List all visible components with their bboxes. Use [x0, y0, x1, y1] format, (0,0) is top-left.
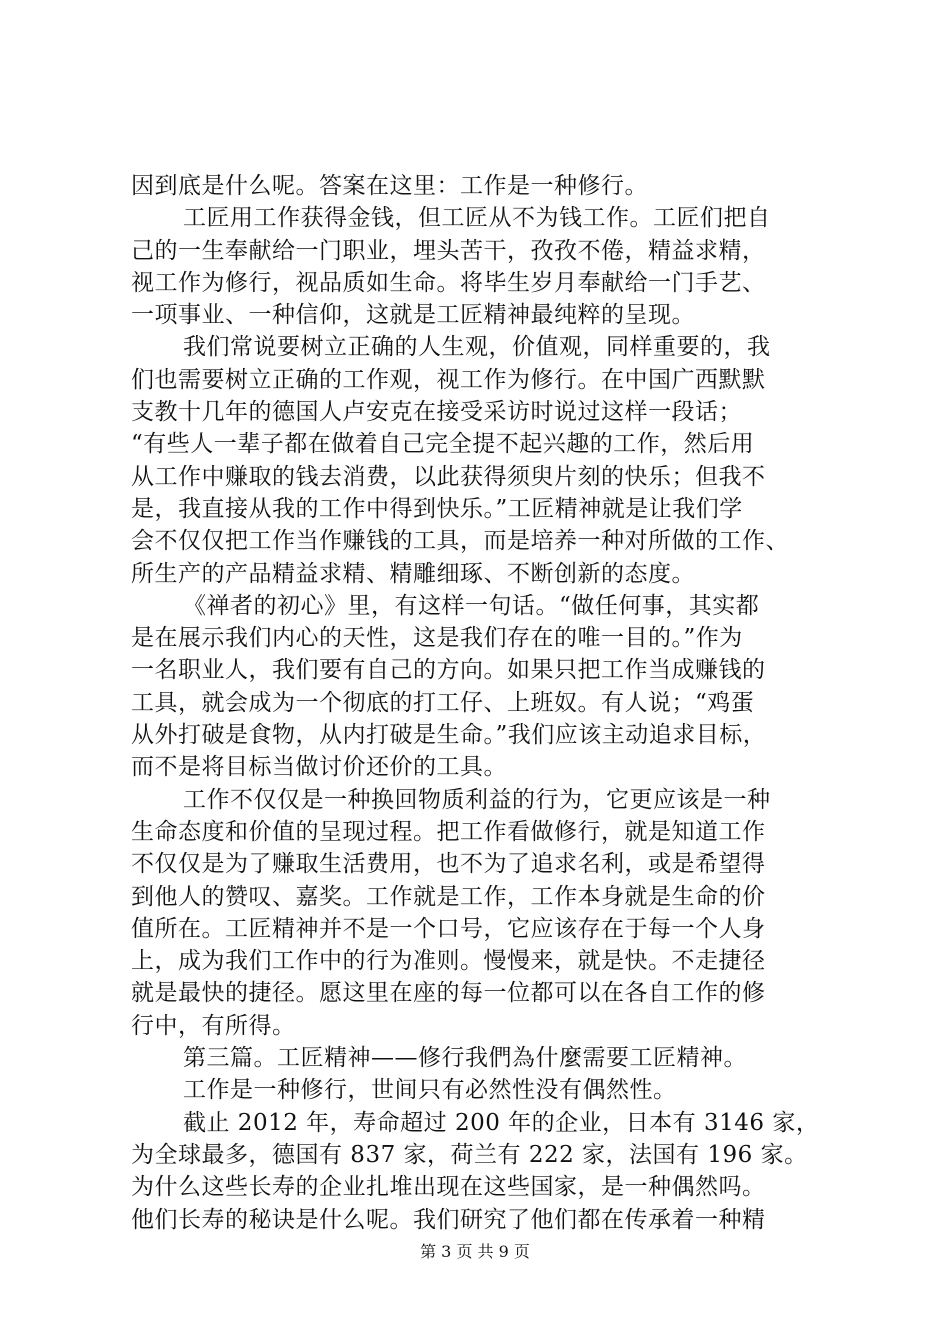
text-line: “有些人一辈子都在做着自己完全提不起兴趣的工作，然后用 [131, 431, 755, 458]
text-line: 而不是将目标当做讨价还价的工具。 [131, 754, 507, 781]
text-line: 生命态度和价值的呈现过程。把工作看做修行，就是知道工作 [131, 818, 766, 845]
text-line: 上，成为我们工作中的行为准则。慢慢来，就是快。不走捷径 [131, 948, 766, 975]
text-line: 工作不仅仅是一种换回物质利益的行为，它更应该是一种 [183, 786, 771, 813]
text-line: 到他人的赞叹、嘉奖。工作就是工作，工作本身就是生命的价 [131, 883, 766, 910]
document-body [131, 170, 843, 1236]
text-line: 因到底是什么呢。答案在这里：工作是一种修行。 [131, 173, 648, 199]
text-line: 截止 2012 年，寿命超过 200 年的企业，日本有 3146 家， [183, 1109, 820, 1136]
text-line: 一名职业人，我们要有自己的方向。如果只把工作当成赚钱的 [131, 657, 766, 684]
text-line: 工具，就会成为一个彻底的打工仔、上班奴。有人说；“鸡蛋 [131, 689, 755, 716]
text-line: 第三篇。工匠精神——修行我們為什麼需要工匠精神。 [183, 1045, 747, 1072]
text-line: 己的一生奉献给一门职业，埋头苦干，孜孜不倦，精益求精， [131, 237, 766, 264]
text-line: 所生产的产品精益求精、精雕细琢、不断创新的态度。 [131, 560, 695, 587]
text-line: 从工作中赚取的钱去消费，以此获得须臾片刻的快乐；但我不 [131, 463, 766, 490]
text-line: 值所在。工匠精神并不是一个口号，它应该存在于每一个人身 [131, 915, 766, 942]
page-footer: 第 3 页 共 9 页 [420, 1242, 530, 1261]
text-line: 就是最快的捷径。愿这里在座的每一位都可以在各自工作的修 [131, 980, 766, 1007]
text-line: 是，我直接从我的工作中得到快乐。”工匠精神就是让我们学 [131, 495, 743, 522]
text-line: 是在展示我们内心的天性，这是我们存在的唯一目的。”作为 [131, 625, 743, 652]
text-line: 为什么这些长寿的企业扎堆出现在这些国家，是一种偶然吗。 [131, 1174, 766, 1201]
text-line: 他们长寿的秘诀是什么呢。我们研究了他们都在传承着一种精 [131, 1206, 766, 1233]
text-line: 会不仅仅把工作当作赚钱的工具，而是培养一种对所做的工作、 [131, 528, 789, 555]
text-line: 从外打破是食物，从内打破是生命。”我们应该主动追求目标， [131, 722, 767, 749]
text-line: 工作是一种修行，世间只有必然性没有偶然性。 [183, 1077, 677, 1104]
text-line: 工匠用工作获得金钱，但工匠从不为钱工作。工匠们把自 [183, 205, 771, 232]
text-line: 《禅者的初心》里，有这样一句话。“做任何事，其实都 [183, 592, 760, 619]
text-line: 不仅仅是为了赚取生活费用，也不为了追求名利，或是希望得 [131, 851, 766, 878]
text-line: 支教十几年的德国人卢安克在接受采访时说过这样一段话； [131, 399, 742, 426]
text-line: 我们常说要树立正确的人生观，价值观，同样重要的，我 [183, 334, 771, 361]
text-line: 们也需要树立正确的工作观，视工作为修行。在中国广西默默 [131, 366, 766, 393]
text-line: 为全球最多，德国有 837 家，荷兰有 222 家，法国有 196 家。 [131, 1141, 808, 1168]
text-line: 行中，有所得。 [131, 1012, 296, 1039]
text-line: 一项事业、一种信仰，这就是工匠精神最纯粹的呈现。 [131, 302, 695, 329]
text-line: 视工作为修行，视品质如生命。将毕生岁月奉献给一门手艺、 [131, 269, 766, 296]
